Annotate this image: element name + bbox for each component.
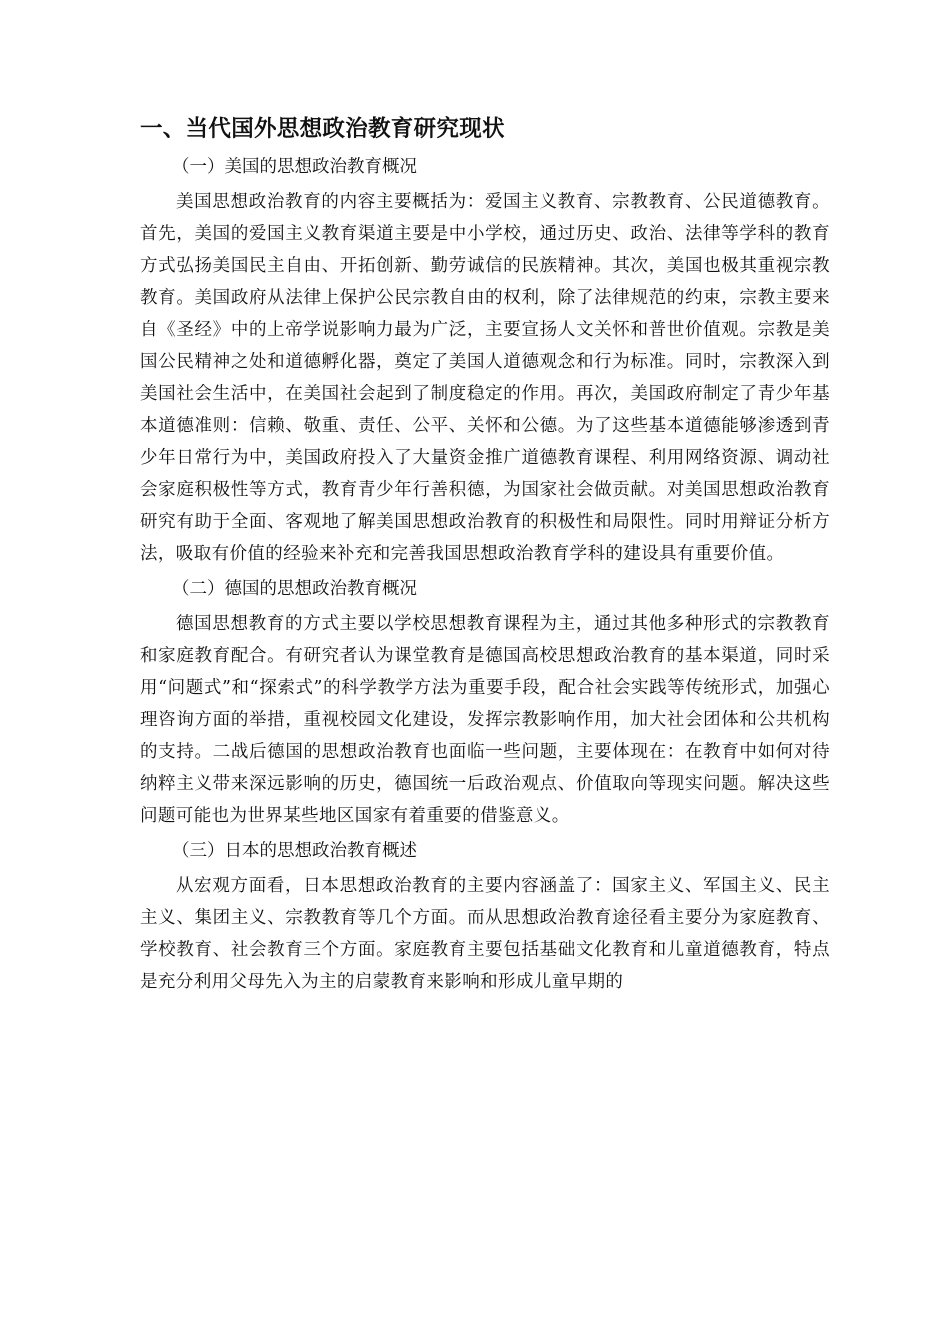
- section-body-germany: 德国思想教育的方式主要以学校思想教育课程为主，通过其他多种形式的宗教教育和家庭教育配合。有研究者认为课堂教育是德国高校思想政治教育的基本渠道，同时采用“问题式”和“探索式”的科学教学方法为重要手段，配合社会实践等传统形式，加强心理咨询方面的举措，重视校园文化建设，发挥宗教影响作用，加大社会团体和公共机构的支持。二战后德国的思想政治教育也面临一些问题，主要体现在：在教育中如何对待纳粹主义带来深远影响的历史，德国统一后政治观点、价值取向等现实问题。解决这些问题可能也为世界某些地区国家有着重要的借鉴意义。: [140, 614, 830, 826]
- section-title-usa: （一）美国的思想政治教育概况: [172, 157, 417, 177]
- document-page: [140, 112, 830, 1002]
- section-body-japan: 从宏观方面看，日本思想政治教育的主要内容涵盖了：国家主义、军国主义、民主主义、集团主义、宗教教育等几个方面。而从思想政治教育途径看主要分为家庭教育、学校教育、社会教育三个方面。家庭教育主要包括基础文化教育和儿童道德教育，特点是充分利用父母先入为主的启蒙教育来影响和形成儿童早期的: [140, 876, 830, 992]
- main-heading: 一、当代国外思想政治教育研究现状: [140, 116, 505, 142]
- section-title-japan: （三）日本的思想政治教育概述: [172, 841, 417, 861]
- section-title-germany: （二）德国的思想政治教育概况: [172, 579, 417, 599]
- section-body-usa: 美国思想政治教育的内容主要概括为：爱国主义教育、宗教教育、公民道德教育。首先，美国的爱国主义教育渠道主要是中小学校，通过历史、政治、法律等学科的教育方式弘扬美国民主自由、开拓创新、勤劳诚信的民族精神。其次，美国也极其重视宗教教育。美国政府从法律上保护公民宗教自由的权利，除了法律规范的约束，宗教主要来自《圣经》中的上帝学说影响力最为广泛，主要宣扬人文关怀和普世价值观。宗教是美国公民精神之处和道德孵化器，奠定了美国人道德观念和行为标准。同时，宗教深入到美国社会生活中，在美国社会起到了制度稳定的作用。再次，美国政府制定了青少年基本道德准则：信赖、敬重、责任、公平、关怀和公德。为了这些基本道德能够渗透到青少年日常行为中，美国政府投入了大量资金推广道德教育课程、利用网络资源、调动社会家庭积极性等方式，教育青少年行善积德，为国家社会做贡献。对美国思想政治教育研究有助于全面、客观地了解美国思想政治教育的积极性和局限性。同时用辩证分析方法，吸取有价值的经验来补充和完善我国思想政治教育学科的建设具有重要价值。: [140, 192, 830, 564]
